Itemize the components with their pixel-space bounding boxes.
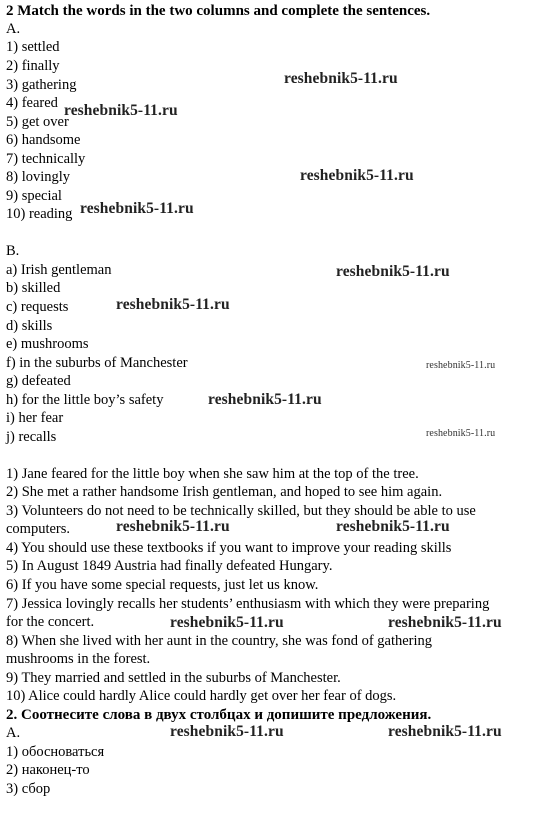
column-a-item: 8) lovingly [6, 169, 71, 185]
column-b-item: f) in the suburbs of Manchester [6, 355, 188, 371]
column-b-item: c) requests [6, 299, 69, 315]
column-a-item: 9) special [6, 188, 62, 204]
column-a-item: 3) gathering [6, 77, 77, 93]
sentence-line: 9) They married and settled in the suburbs of Manchester. [6, 670, 341, 686]
column-b-item: b) skilled [6, 280, 61, 296]
column-b-item: d) skills [6, 318, 53, 334]
column-b-item: i) her fear [6, 410, 64, 426]
sentence-line: 2) She met a rather handsome Irish gentleman, and hoped to see him again. [6, 484, 443, 500]
watermark: reshebnik5-11.ru [116, 518, 230, 535]
task-heading-en: 2 Match the words in the two columns and complete the sentences. [6, 3, 431, 19]
column-a-label: A. [6, 21, 21, 37]
sentence-line: computers. [6, 521, 71, 537]
column-a-item: 6) handsome [6, 132, 81, 148]
ru-column-a-label: A. [6, 725, 21, 741]
watermark: reshebnik5-11.ru [208, 391, 322, 408]
column-b-item: j) recalls [6, 429, 57, 445]
column-a-item: 2) finally [6, 58, 60, 74]
watermark: reshebnik5-11.ru [64, 102, 178, 119]
column-b-label: B. [6, 243, 20, 259]
column-a-item: 7) technically [6, 151, 86, 167]
sentence-line: 8) When she lived with her aunt in the country, she was fond of gathering [6, 633, 433, 649]
column-a-item: 1) settled [6, 39, 60, 55]
column-a-item: 5) get over [6, 114, 69, 130]
column-a-item: 10) reading [6, 206, 73, 222]
watermark: reshebnik5-11.ru [300, 167, 414, 184]
column-a-item: 4) feared [6, 95, 58, 111]
watermark: reshebnik5-11.ru [426, 428, 496, 439]
watermark: reshebnik5-11.ru [336, 263, 450, 280]
watermark: reshebnik5-11.ru [426, 360, 496, 371]
sentence-line: 7) Jessica lovingly recalls her students’ enthusiasm with which they were preparing [6, 596, 490, 612]
column-b-item: h) for the little boy’s safety [6, 392, 164, 408]
ru-column-a-item: 3) сбор [6, 781, 51, 797]
task-heading-ru: 2. Соотнесите слова в двух столбцах и допишите предложения. [6, 707, 432, 723]
column-b-item: e) mushrooms [6, 336, 89, 352]
watermark: reshebnik5-11.ru [116, 296, 230, 313]
watermark: reshebnik5-11.ru [170, 723, 284, 740]
sentence-line: 3) Volunteers do not need to be technically skilled, but they should be able to use [6, 503, 476, 519]
sentence-line: mushrooms in the forest. [6, 651, 151, 667]
watermark: reshebnik5-11.ru [388, 614, 502, 631]
sentence-line: 10) Alice could hardly Alice could hardly get over her fear of dogs. [6, 688, 397, 704]
sentence-line: 6) If you have some special requests, just let us know. [6, 577, 319, 593]
ru-column-a-item: 1) обосноваться [6, 744, 105, 760]
sentence-line: 4) You should use these textbooks if you want to improve your reading skills [6, 540, 452, 556]
watermark: reshebnik5-11.ru [336, 518, 450, 535]
sentence-line: for the concert. [6, 614, 95, 630]
watermark: reshebnik5-11.ru [388, 723, 502, 740]
sentence-line: 1) Jane feared for the little boy when she saw him at the top of the tree. [6, 466, 419, 482]
sentence-line: 5) In August 1849 Austria had finally defeated Hungary. [6, 558, 333, 574]
watermark: reshebnik5-11.ru [284, 70, 398, 87]
watermark: reshebnik5-11.ru [80, 200, 194, 217]
ru-column-a-item: 2) наконец-то [6, 762, 90, 778]
watermark: reshebnik5-11.ru [170, 614, 284, 631]
column-b-item: a) Irish gentleman [6, 262, 112, 278]
column-b-item: g) defeated [6, 373, 71, 389]
